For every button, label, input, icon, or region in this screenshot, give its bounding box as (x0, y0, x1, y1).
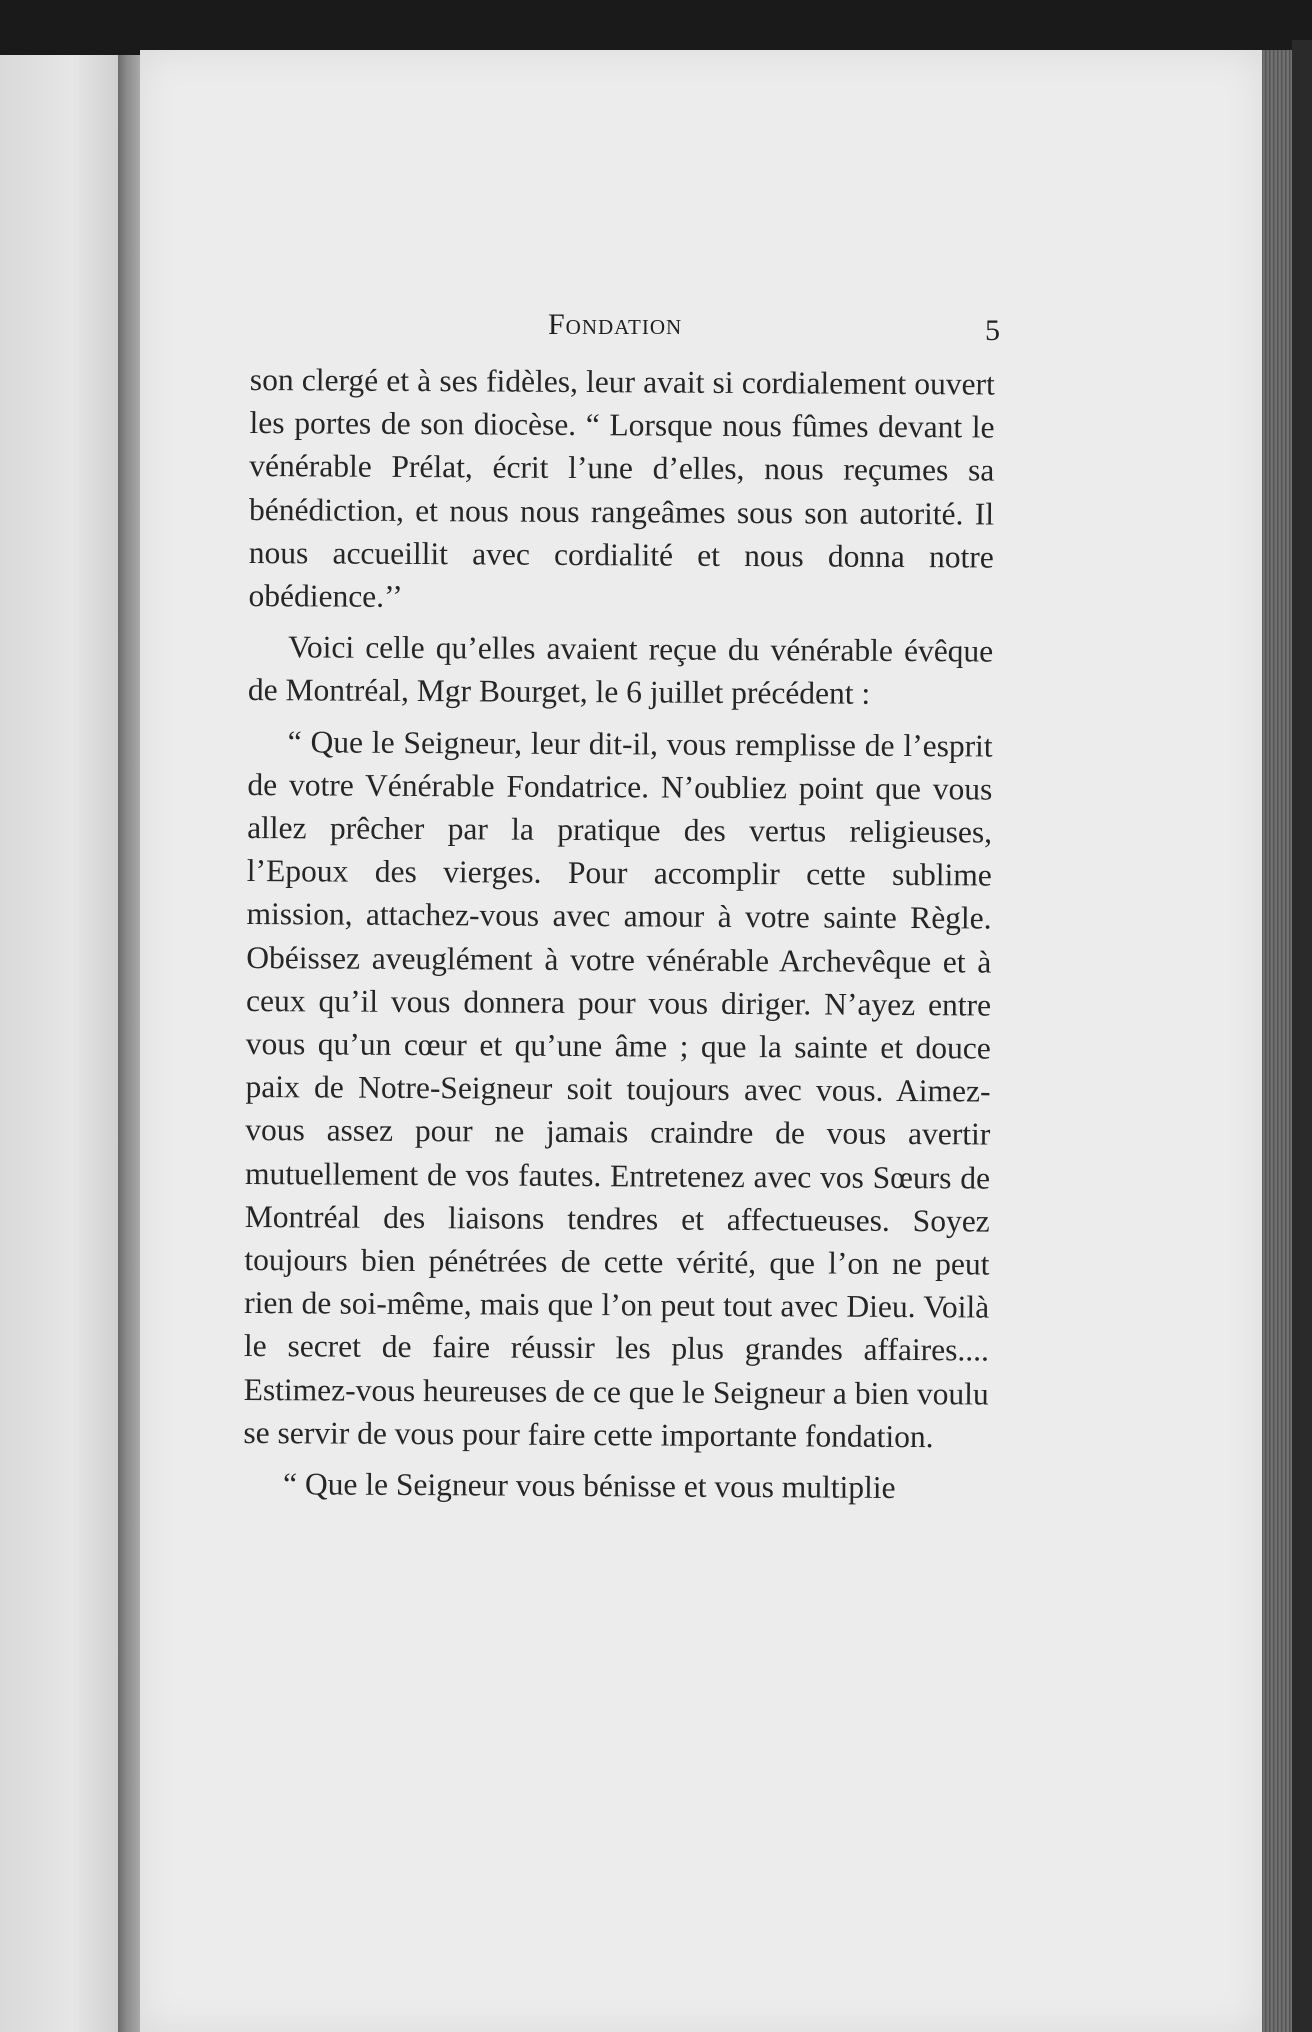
paragraph: “ Que le Seigneur, leur dit-il, vous remplisse de l’esprit de votre Vénérable Fondatrice. N’oubliez point que vous allez prêcher par la pratique des vertus religieuses, l’Epoux des vierges. Pour accomplir cette sublime mission, attachez-vous avec amour à votre sainte Règle. Obéissez aveuglément à votre vénérable Archevêque et à ceux qu’il vous donnera pour vous diriger. N’ayez entre vous qu’un cœur et qu’une âme ; que la sainte et douce paix de Notre-Seigneur soit toujours avec vous. Aimez-vous assez pour ne jamais craindre de vous avertir mutuellement de vos fautes. Entretenez avec vos Sœurs de Montréal des liaisons tendres et affectueuses. Soyez toujours bien pénétrées de cette vérité, que l’on ne peut rien de soi-même, mais que l’on peut tout avec Dieu. Voilà le secret de faire réussir les plus grandes affaires.... Estimez-vous heureuses de ce que le Seigneur a bien voulu se servir de vous pour faire cette importante fondation. (243, 723, 993, 1455)
paragraph: Voici celle qu’elles avaient reçue du vénérable évêque de Montréal, Mgr Bourget, le 6 juillet précédent : (247, 629, 994, 712)
paragraph: “ Que le Seigneur vous bénisse et vous multiplie (283, 1466, 896, 1506)
running-header (540, 308, 1000, 348)
running-title: Fondation (548, 308, 683, 341)
book-gutter (118, 55, 140, 2032)
page-number: 5 (985, 314, 1000, 347)
page-stack-edge (1262, 50, 1292, 2032)
scan-border (1292, 40, 1312, 2032)
paragraph: son clergé et à ses fidèles, leur avait si cordialement ouvert les portes de son diocèse. “ Lorsque nous fûmes devant le vénérable Prélat, écrit l’une d’elles, nous reçumes sa bénédiction, et nous nous rangeâmes sous son autorité. Il nous accueillit avec cordialité et nous donna notre obédience.’’ (248, 361, 995, 614)
text-block (243, 358, 995, 1510)
previous-page-edge (0, 55, 120, 2032)
